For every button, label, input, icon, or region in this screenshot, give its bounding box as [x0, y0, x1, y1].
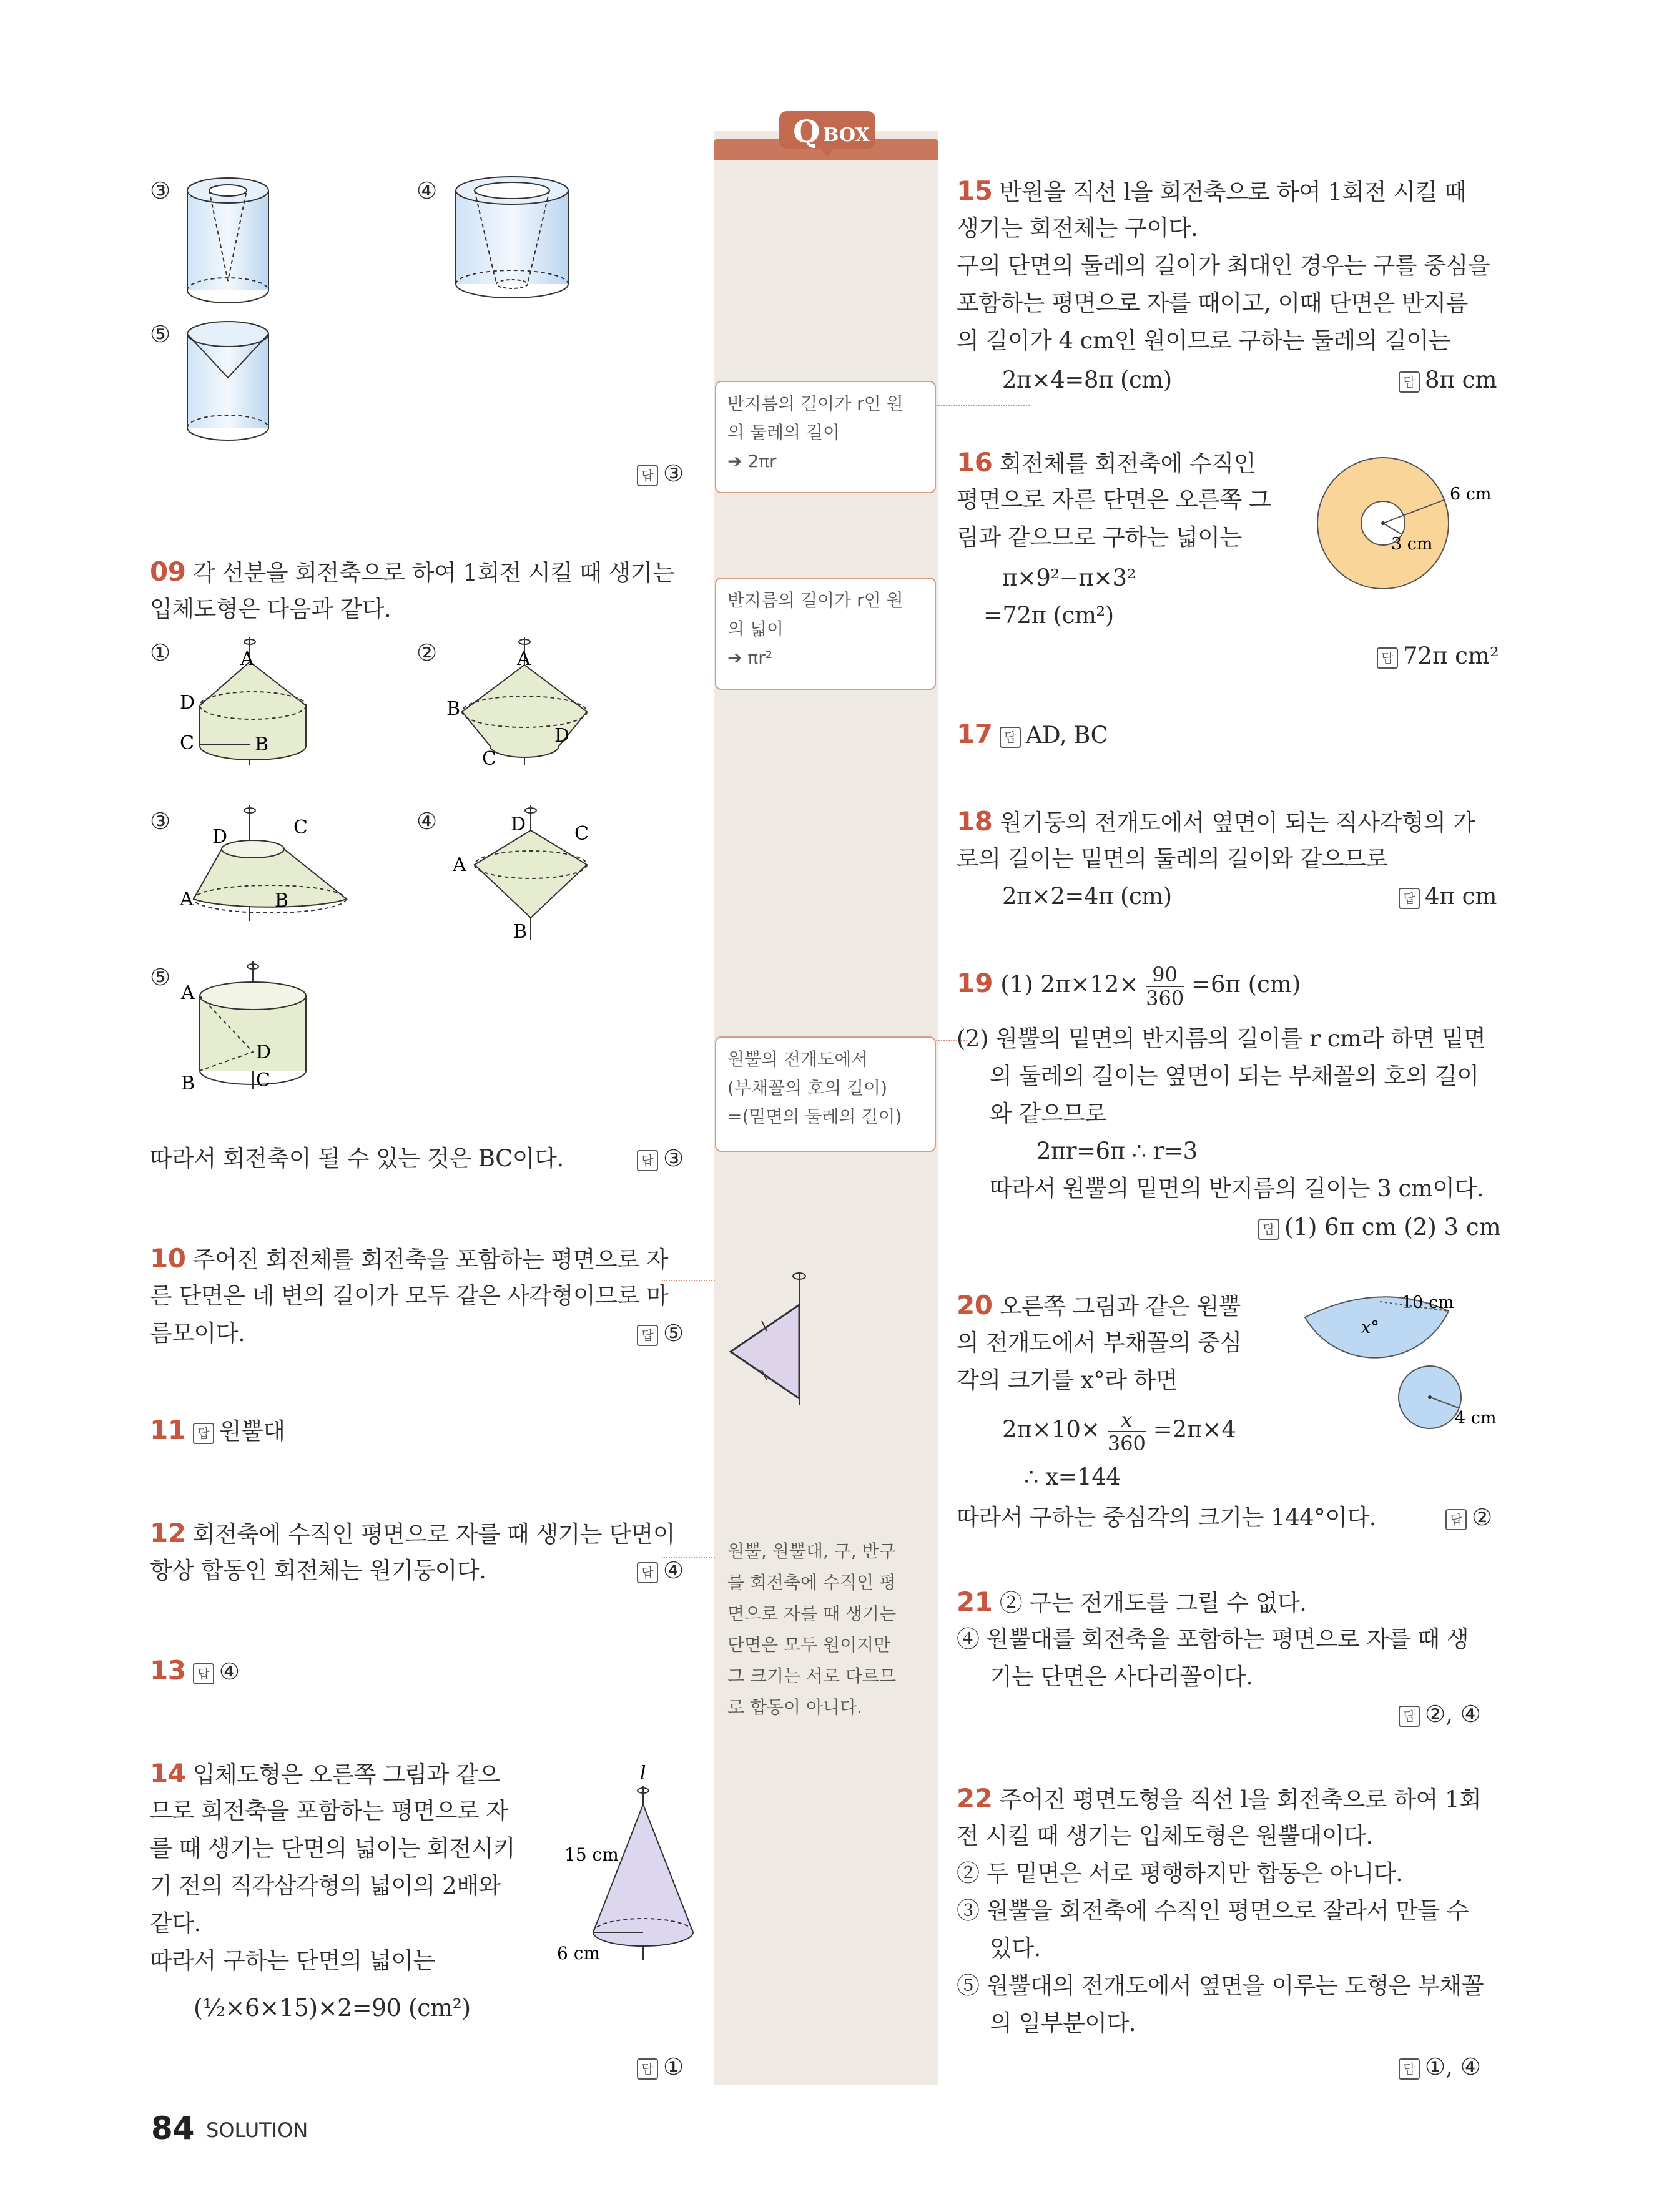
problem-15-line3: 구의 단면의 둘레의 길이가 최대인 경우는 구를 중심을 [957, 252, 1490, 279]
rhombus-cross-section-figure [724, 1261, 837, 1411]
fig09-solid-5 [175, 961, 325, 1093]
problem-12: 12 회전축에 수직인 평면으로 자를 때 생기는 단면이 [150, 1518, 676, 1548]
answer-15: 답 8π cm [1399, 361, 1497, 400]
problem-19-line2: (2) 원뿔의 밑면의 반지름의 길이를 r cm라 하면 밑면 [957, 1025, 1486, 1052]
problem-13: 13 답 ④ [150, 1655, 240, 1686]
problem-14-line5: 같다. [150, 1910, 201, 1937]
cylinder-figure-5 [181, 318, 281, 443]
problem-11: 11 답 원뿔대 [150, 1415, 285, 1445]
problem-14: 14 입체도형은 오른쪽 그림과 같으 [150, 1758, 500, 1789]
problem-14-line4: 기 전의 직각삼각형의 넓이의 2배와 [150, 1872, 501, 1899]
fig09-label-5: ⑤ [150, 964, 170, 991]
problem-20: 20 오른쪽 그림과 같은 원뿔 [957, 1290, 1241, 1320]
problem-16-formula1: π×9²−π×3² [1002, 564, 1136, 591]
problem-21: 21 ② 구는 전개도를 그릴 수 없다. [957, 1586, 1307, 1617]
answer-21: 답 ②, ④ [1399, 1695, 1481, 1734]
problem-16-line2: 평면으로 자른 단면은 오른쪽 그 [957, 486, 1271, 513]
svg-text:15 cm: 15 cm [564, 1844, 619, 1865]
qbox-box: BOX [823, 124, 870, 146]
side-note-connector [936, 405, 1030, 406]
side-note-cone-net: 원뿔의 전개도에서 (부채꼴의 호의 길이) =(밑면의 둘레의 길이) [715, 1036, 936, 1152]
fig09-solid-4 [443, 805, 599, 943]
problem-22-line6: ⑤ 원뿔대의 전개도에서 옆면을 이루는 도형은 부채꼴 [957, 1972, 1484, 1999]
problem-14-line2: 므로 회전축을 포함하는 평면으로 자 [150, 1797, 508, 1824]
fig09-label-4: ④ [416, 808, 437, 835]
problem-22-line3: ② 두 밑면은 서로 평행하지만 합동은 아니다. [957, 1860, 1403, 1887]
problem-22: 22 주어진 평면도형을 직선 l을 회전축으로 하여 1회 [957, 1783, 1482, 1814]
svg-text:D: D [256, 1041, 272, 1063]
fig09-solid-3 [175, 805, 362, 924]
option-3: ③ [150, 177, 170, 204]
problem-14-formula: (½×6×15)×2=90 (cm²) [194, 1994, 471, 2022]
svg-text:6 cm: 6 cm [1450, 484, 1492, 504]
problem-18: 18 원기둥의 전개도에서 옆면이 되는 직사각형의 가 [957, 806, 1475, 837]
problem-22-line7: 의 일부분이다. [990, 2010, 1136, 2037]
svg-text:A: A [453, 854, 466, 876]
problem-18-line2: 로의 길이는 밑면의 둘레의 길이와 같으므로 [957, 845, 1388, 872]
svg-text:C: C [574, 823, 589, 845]
problem-18-formula: 2π×2=4π (cm) [1002, 883, 1172, 910]
answer-16: 답 72π cm² [1377, 637, 1499, 676]
problem-19-line5: 2πr=6π ∴ r=3 [1036, 1138, 1198, 1164]
problem-20-line5: ∴ x=144 [1024, 1463, 1121, 1490]
fig14-cone [556, 1761, 706, 1967]
answer-10: 답 ⑤ [637, 1314, 684, 1353]
svg-text:x°: x° [1361, 1318, 1379, 1337]
fig09-label-1: ① [150, 639, 170, 666]
page-number: 84 [151, 2110, 195, 2146]
svg-text:A: A [517, 648, 531, 670]
svg-text:D: D [212, 826, 228, 848]
svg-text:B: B [446, 698, 461, 720]
footer-label: SOLUTION [206, 2118, 308, 2142]
problem-21-line2: ④ 원뿔대를 회전축을 포함하는 평면으로 자를 때 생 [957, 1626, 1469, 1653]
problem-22-line4: ③ 원뿔을 회전축에 수직인 평면으로 잘라서 만들 수 [957, 1897, 1469, 1924]
side-note-circumference: 반지름의 길이가 r인 원 의 둘레의 길이 ➔ 2πr [715, 381, 936, 493]
problem-19-line6: 따라서 원뿔의 밑면의 반지름의 길이는 3 cm이다. [990, 1175, 1484, 1202]
svg-text:10 cm: 10 cm [1402, 1293, 1454, 1312]
answer-08: 답 ③ [637, 455, 684, 493]
svg-text:A: A [181, 982, 195, 1004]
problem-19-line3: 의 둘레의 길이는 옆면이 되는 부채꼴의 호의 길이 [990, 1063, 1479, 1089]
side-note-area: 반지름의 길이가 r인 원 의 넓이 ➔ πr² [715, 578, 936, 690]
problem-12-line2: 항상 합동인 회전체는 원기둥이다. [150, 1557, 486, 1584]
fig09-label-3: ③ [150, 808, 170, 835]
svg-text:4 cm: 4 cm [1455, 1408, 1497, 1428]
fig09-solid-2 [443, 637, 599, 768]
svg-text:B: B [255, 734, 269, 755]
svg-text:C: C [180, 732, 194, 754]
problem-22-line2: 전 시킬 때 생기는 입체도형은 원뿔대이다. [957, 1822, 1373, 1849]
qbox-q: Q [793, 113, 820, 150]
problem-10-line2: 른 단면은 네 변의 길이가 모두 같은 사각형이므로 마 [150, 1282, 669, 1309]
fig16-annulus [1311, 450, 1511, 606]
problem-21-line3: 기는 단면은 사다리꼴이다. [990, 1663, 1253, 1690]
problem-20-line6: 따라서 구하는 중심각의 크기는 144°이다. [957, 1504, 1377, 1531]
svg-text:6 cm: 6 cm [557, 1943, 600, 1964]
svg-text:A: A [240, 648, 254, 670]
problem-19-line4: 와 같으므로 [990, 1100, 1107, 1127]
problem-15-line2: 생기는 회전체는 구이다. [957, 215, 1198, 242]
fig20-cone-net [1299, 1286, 1511, 1442]
qbox-badge [774, 106, 880, 159]
problem-09-line2: 입체도형은 다음과 같다. [150, 596, 391, 622]
answer-icon: 답 [637, 465, 658, 486]
answer-12: 답 ④ [637, 1551, 684, 1590]
svg-text:3 cm: 3 cm [1391, 534, 1433, 554]
problem-19: 19 (1) 2π×12× $\frac{90}{360}$ =6π (cm) [957, 962, 1301, 1010]
cylinder-figure-3 [181, 175, 281, 306]
svg-text:C: C [482, 748, 496, 768]
svg-text:A: A [180, 888, 194, 910]
side-note-cross-sections: 원뿔, 원뿔대, 구, 반구 를 회전축에 수직인 평 면으로 자를 때 생기는 단면은 모두 원이지만 그 크기는 서로 다르므 로 합동이 아니다. [727, 1541, 897, 1718]
svg-text:D: D [554, 725, 570, 747]
svg-text:l: l [640, 1762, 646, 1784]
problem-09-conclusion: 따라서 회전축이 될 수 있는 것은 BC이다. [150, 1145, 564, 1172]
problem-16-formula2: =72π (cm²) [983, 602, 1114, 629]
answer-22: 답 ①, ④ [1399, 2048, 1481, 2087]
option-4: ④ [416, 177, 437, 204]
svg-text:C: C [293, 817, 308, 838]
problem-09: 09 각 선분을 회전축으로 하여 1회전 시킬 때 생기는 [150, 556, 675, 587]
problem-15-line5: 의 길이가 4 cm인 원이므로 구하는 둘레의 길이는 [957, 327, 1451, 354]
problem-15-formula: 2π×4=8π (cm) [1002, 366, 1172, 393]
cylinder-figure-4 [450, 175, 574, 306]
problem-17: 17 답 AD, BC [957, 719, 1108, 749]
problem-20-line3: 각의 크기를 x°라 하면 [957, 1367, 1178, 1394]
answer-14: 답 ① [637, 2048, 684, 2087]
svg-text:B: B [181, 1073, 195, 1093]
problem-15-line4: 포함하는 평면으로 자를 때이고, 이때 단면은 반지름 [957, 290, 1468, 317]
problem-20-line2: 의 전개도에서 부채꼴의 중심 [957, 1329, 1242, 1356]
svg-text:B: B [275, 890, 289, 912]
fig09-label-2: ② [416, 639, 437, 666]
svg-text:B: B [513, 921, 528, 943]
svg-text:D: D [180, 692, 195, 714]
problem-16-line3: 림과 같으므로 구하는 넓이는 [957, 524, 1242, 551]
problem-10: 10 주어진 회전체를 회전축을 포함하는 평면으로 자 [150, 1243, 668, 1274]
svg-text:C: C [256, 1069, 270, 1091]
answer-20: 답 ② [1445, 1498, 1492, 1537]
problem-15: 15 반원을 직선 l을 회전축으로 하여 1회전 시킬 때 [957, 175, 1467, 206]
option-5: ⑤ [150, 321, 170, 348]
side-note-connector [662, 1280, 715, 1281]
problem-16: 16 회전체를 회전축에 수직인 [957, 447, 1256, 478]
problem-14-line3: 를 때 생기는 단면의 넓이는 회전시키 [150, 1835, 515, 1862]
problem-10-line3: 름모이다. [150, 1320, 245, 1347]
answer-09: 답 ③ [637, 1139, 684, 1178]
problem-14-line6: 따라서 구하는 단면의 넓이는 [150, 1947, 435, 1974]
problem-22-line5: 있다. [990, 1935, 1041, 1962]
answer-19: 답 (1) 6π cm (2) 3 cm [1258, 1208, 1501, 1247]
fig09-solid-1 [175, 637, 325, 768]
answer-18: 답 4π cm [1399, 877, 1497, 916]
svg-text:D: D [511, 814, 526, 835]
problem-20-formula: 2π×10× $\frac{x}{360}$ =2π×4 [1002, 1407, 1236, 1455]
